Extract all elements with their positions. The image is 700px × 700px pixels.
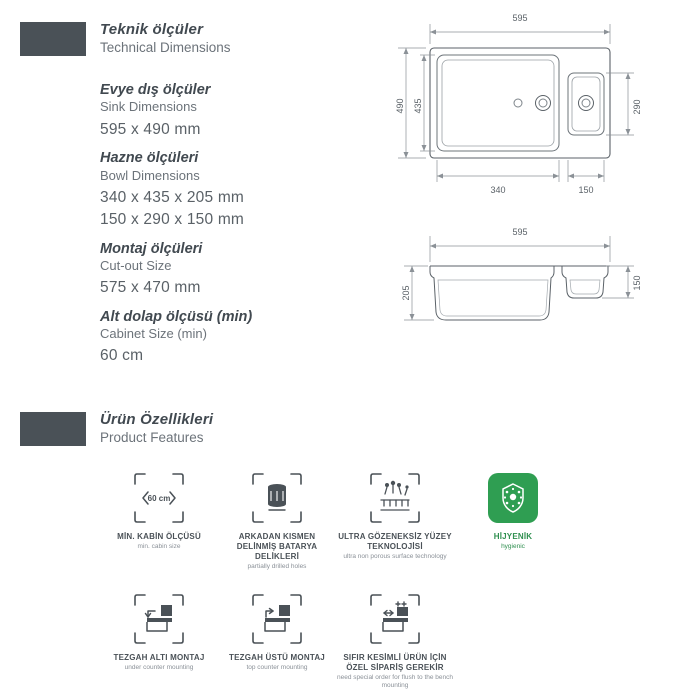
product-features-heading [20,412,213,446]
feature-flush-mount-special-order [336,591,454,690]
spec-bowl-dimensions [100,150,350,232]
specification-list [100,82,350,377]
feature-label-tr: TEZGAH ÜSTÜ MONTAJ [229,653,325,663]
feature-non-porous-surface [336,470,454,571]
feature-label-en: min. cabin size [137,543,181,550]
section-view-svg [390,228,680,338]
spec-cabinet-size [100,309,350,368]
section-view-drawing [390,228,680,343]
spec-value: 575 x 470 mm [100,279,201,297]
undermount-icon [131,591,187,647]
technical-dimensions-heading [20,22,231,56]
dim-left-490: 490 [395,98,405,114]
spec-label-tr: Montaj ölçüleri [100,240,203,257]
non-porous-surface-icon [367,470,423,526]
feature-label-en: top counter mounting [246,664,308,672]
spec-label-en: Cabinet Size (min) [100,326,207,342]
feature-min-cabinet-size [100,470,218,571]
feature-label-en: need special order for flush to the bench mounting [337,674,453,690]
cabinet-width-icon [131,470,187,526]
heading-accent-bar [20,412,86,446]
feature-partially-drilled-holes [218,470,336,571]
dim-bottom-150: 150 [578,185,594,195]
feature-row-1 [70,470,630,571]
feature-label-tr: ARKADAN KISMEN DELİNMİŞ BATARYA DELİKLERİ [236,532,318,561]
topmount-icon [249,591,305,647]
dim-bottom-340: 340 [490,185,506,195]
features-title-tr: Ürün Özellikleri [100,411,214,428]
top-view-svg [390,10,680,200]
heading-accent-bar [20,22,86,56]
spec-value-secondary: 150 x 290 x 150 mm [100,211,245,229]
dim-section-right-150: 150 [632,275,642,291]
dim-right-290: 290 [632,99,642,115]
top-view-drawing [390,10,680,205]
spec-label-en: Sink Dimensions [100,99,197,115]
dim-top-595: 595 [512,13,528,23]
spec-label-en: Bowl Dimensions [100,167,200,183]
feature-label-en: hygienic [501,543,525,550]
spec-label-tr: Hazne ölçüleri [100,150,199,167]
spec-label-tr: Alt dolap ölçüsü (min) [100,308,253,325]
partially-drilled-tap-hole-icon [249,470,305,526]
feature-undermount [100,591,218,690]
technical-title-en: Technical Dimensions [100,39,231,55]
feature-grid [70,470,630,690]
feature-topmount [218,591,336,690]
technical-title-tr: Teknik ölçüler [100,21,204,38]
feature-label-tr: MİN. KABİN ÖLÇÜSÜ [117,532,201,541]
spec-label-tr: Evye dış ölçüler [100,82,211,98]
feature-label-en: partially drilled holes [247,563,307,570]
feature-label-tr: SIFIR KESİMLİ ÜRÜN İÇİN ÖZEL SİPARİŞ GEREKİR [343,653,447,673]
feature-label-en: under counter mounting [124,664,194,672]
flush-mount-special-order-icon [367,591,423,647]
spec-value: 595 x 490 mm [100,120,201,138]
spec-cutout-size [100,241,350,300]
spec-label-en: Cut-out Size [100,258,172,274]
feature-hygienic [454,470,572,571]
spec-sink-dimensions [100,82,350,141]
feature-label-tr: TEZGAH ALTI MONTAJ [113,653,205,663]
feature-row-2 [70,591,630,690]
features-title-en: Product Features [100,429,204,445]
feature-label-en: ultra non porous surface technology [343,553,447,560]
cabinet-width-icon-text: 60 cm [147,494,171,503]
feature-label-tr: ULTRA GÖZENEKSİZ YÜZEY TEKNOLOJİSİ [338,532,452,551]
feature-label-tr: HİJYENİK [493,532,533,541]
hygienic-icon [485,470,541,526]
dim-left-435: 435 [413,98,423,114]
dim-section-top-595: 595 [512,228,528,237]
dim-section-left-205: 205 [401,285,411,301]
spec-value: 60 cm [100,347,144,365]
spec-value: 340 x 435 x 205 mm [100,188,245,206]
